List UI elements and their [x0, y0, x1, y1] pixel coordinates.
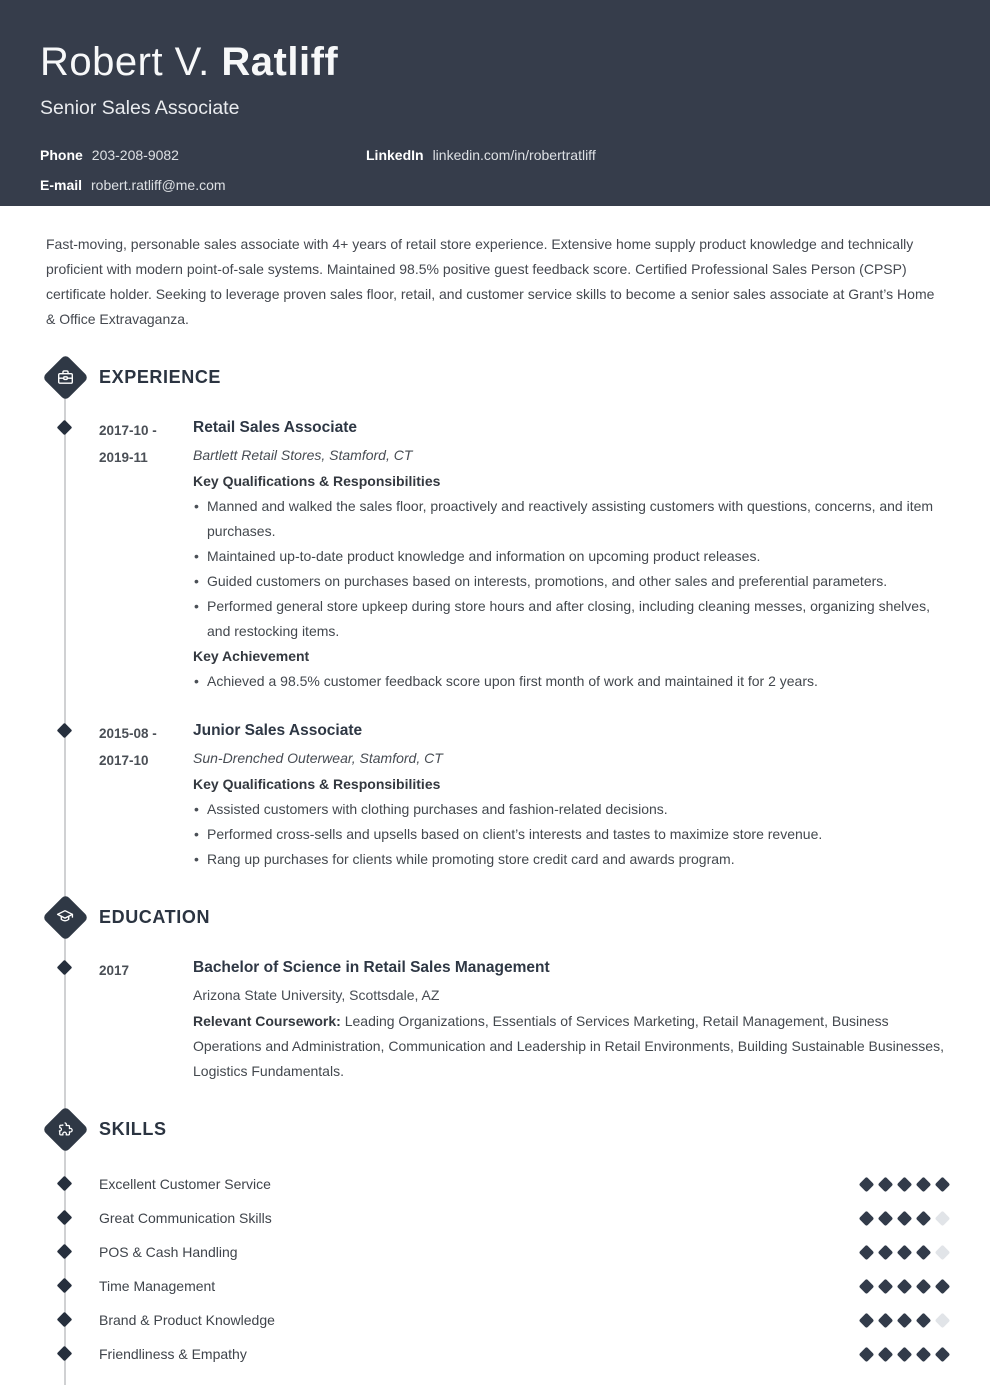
rating-diamond-filled-icon	[859, 1313, 874, 1328]
contact-value: 203-208-9082	[91, 147, 179, 163]
rating-diamond-filled-icon	[916, 1347, 931, 1362]
bullet-item: • Achieved a 98.5% customer feedback score upon first month of work and maintained it for 2 years.	[193, 669, 950, 694]
rating-diamond-filled-icon	[916, 1245, 931, 1260]
rating-diamond-filled-icon	[897, 1211, 912, 1226]
bullet-item: • Performed cross-sells and upsells based on client’s interests and tastes to maximize store revenue.	[193, 822, 950, 847]
bullet-item: • Maintained up-to-date product knowledge and information on upcoming product releases.	[193, 544, 950, 569]
section-title-experience: EXPERIENCE	[99, 366, 222, 387]
rating-diamond-filled-icon	[916, 1279, 931, 1294]
skill-label: Great Communication Skills	[99, 1210, 272, 1226]
skill-label: Friendliness & Empathy	[99, 1346, 247, 1362]
skill-label: POS & Cash Handling	[99, 1244, 238, 1260]
contact-item-linkedin	[366, 147, 950, 163]
group-heading: Key Qualifications & Responsibilities	[193, 776, 441, 792]
coursework-label: Relevant Coursework:	[193, 1013, 341, 1029]
contact-item-email	[40, 177, 366, 193]
rating-diamond-filled-icon	[878, 1245, 893, 1260]
rating-diamond-filled-icon	[878, 1211, 893, 1226]
section-skills	[0, 1106, 990, 1371]
timeline-diamond-bullet	[57, 1312, 73, 1328]
rating-diamond-filled-icon	[916, 1177, 931, 1192]
group-heading: Key Qualifications & Responsibilities	[193, 473, 441, 489]
rating-diamond-filled-icon	[897, 1177, 912, 1192]
contact-item-phone	[40, 147, 366, 163]
job-title: Retail Sales Associate	[193, 419, 357, 436]
coursework-text: Relevant Coursework: Leading Organizations, Essentials of Services Marketing, Retail Management, Business Operations and Administration, Communication and Leadership in Retail Environments, Building Sustainable Businesses, Logistics Fundamentals.	[193, 1013, 944, 1079]
skill-row	[99, 1235, 950, 1269]
first-name: Robert V.	[40, 40, 210, 84]
contact-value: robert.ratliff@me.com	[91, 177, 226, 193]
graduation-year: 2017	[99, 963, 130, 978]
school-name: Arizona State University, Scottsdale, AZ	[193, 987, 440, 1003]
section-title-education: EDUCATION	[99, 906, 211, 927]
rating-diamond-filled-icon	[897, 1347, 912, 1362]
puzzle-icon	[42, 1106, 88, 1152]
timeline-diamond-bullet	[57, 1244, 73, 1260]
date-end: 2019-11	[99, 450, 148, 465]
entry-dates	[99, 718, 193, 872]
entry-body	[193, 718, 950, 872]
education-entry	[99, 955, 950, 1084]
rating-diamond-empty-icon	[935, 1313, 950, 1328]
entry-dates	[99, 415, 193, 694]
rating-diamond-filled-icon	[897, 1245, 912, 1260]
contact-value: linkedin.com/in/robertratliff	[432, 147, 596, 163]
experience-entry	[99, 718, 950, 872]
graduation-cap-icon	[42, 894, 88, 940]
timeline-diamond-bullet	[57, 960, 73, 976]
skill-label: Excellent Customer Service	[99, 1176, 271, 1192]
resume-body	[0, 354, 990, 1397]
rating-diamond-filled-icon	[897, 1313, 912, 1328]
date-start: 2015-08 -	[99, 726, 157, 741]
experience-header	[42, 354, 990, 400]
timeline-line	[64, 378, 66, 1385]
resume-header	[0, 0, 990, 206]
skill-rating	[859, 1313, 950, 1328]
bullet-group	[193, 469, 950, 644]
section-education	[0, 894, 990, 1084]
entry-body	[193, 415, 950, 694]
skill-row	[99, 1269, 950, 1303]
skills-list	[0, 1167, 990, 1371]
rating-diamond-empty-icon	[935, 1245, 950, 1260]
timeline-diamond-bullet	[57, 723, 73, 739]
company-name: Bartlett Retail Stores, Stamford, CT	[193, 447, 413, 463]
date-end: 2017-10	[99, 753, 149, 768]
bullet-item: • Assisted customers with clothing purchases and fashion-related decisions.	[193, 797, 950, 822]
rating-diamond-filled-icon	[878, 1177, 893, 1192]
section-title-skills: SKILLS	[99, 1118, 167, 1139]
skill-row	[99, 1167, 950, 1201]
person-name	[40, 42, 950, 82]
contact-label: Phone	[40, 147, 83, 163]
rating-diamond-filled-icon	[859, 1347, 874, 1362]
skill-label: Time Management	[99, 1278, 216, 1294]
last-name: Ratliff	[221, 40, 339, 84]
company-name: Sun-Drenched Outerwear, Stamford, CT	[193, 750, 443, 766]
rating-diamond-filled-icon	[859, 1211, 874, 1226]
rating-diamond-empty-icon	[935, 1211, 950, 1226]
bullet-item: • Performed general store upkeep during store hours and after closing, including cleaning messes, organizing shelves, and restocking items.	[193, 594, 950, 644]
rating-diamond-filled-icon	[897, 1279, 912, 1294]
job-title: Junior Sales Associate	[193, 722, 363, 739]
skill-rating	[859, 1245, 950, 1260]
briefcase-icon	[42, 354, 88, 400]
skill-rating	[859, 1279, 950, 1294]
bullet-list	[193, 494, 950, 644]
skills-header	[42, 1106, 990, 1152]
rating-diamond-filled-icon	[878, 1279, 893, 1294]
experience-entry	[99, 415, 950, 694]
education-entries	[0, 955, 990, 1084]
bullet-item: • Guided customers on purchases based on interests, promotions, and other sales and preferential parameters.	[193, 569, 950, 594]
rating-diamond-filled-icon	[878, 1313, 893, 1328]
rating-diamond-filled-icon	[859, 1177, 874, 1192]
entry-dates	[99, 955, 193, 1084]
professional-summary: Fast-moving, personable sales associate with 4+ years of retail store experience. Extensive home supply product knowledge and technically proficient with modern point-of-sale systems. Maintained 98.5% positive guest feedback score. Certified Professional Sales Person (CPSP) certificate holder. Seeking to leverage proven sales floor, retail, and customer service skills to become a senior sales associate at Grant’s Home & Office Extravaganza.	[46, 236, 935, 327]
skill-label: Brand & Product Knowledge	[99, 1312, 275, 1328]
bullet-group	[193, 772, 950, 872]
timeline-diamond-bullet	[57, 1210, 73, 1226]
contact-label: E-mail	[40, 177, 83, 193]
skill-rating	[859, 1177, 950, 1192]
timeline-diamond-bullet	[57, 1176, 73, 1192]
rating-diamond-filled-icon	[935, 1177, 950, 1192]
rating-diamond-filled-icon	[935, 1347, 950, 1362]
entry-body	[193, 955, 950, 1084]
date-start: 2017-10 -	[99, 423, 157, 438]
bullet-item: • Manned and walked the sales floor, proactively and reactively assisting customers with questions, concerns, and item purchases.	[193, 494, 950, 544]
bullet-list	[193, 669, 950, 694]
section-experience	[0, 354, 990, 872]
job-title: Senior Sales Associate	[40, 97, 240, 119]
bullet-item: • Rang up purchases for clients while promoting store credit card and awards program.	[193, 847, 950, 872]
experience-entries	[0, 415, 990, 872]
skill-rating	[859, 1211, 950, 1226]
skill-rating	[859, 1347, 950, 1362]
skill-row	[99, 1201, 950, 1235]
skill-row	[99, 1337, 950, 1371]
group-heading: Key Achievement	[193, 648, 310, 664]
degree-title: Bachelor of Science in Retail Sales Management	[193, 959, 550, 976]
rating-diamond-filled-icon	[859, 1245, 874, 1260]
skill-row	[99, 1303, 950, 1337]
rating-diamond-filled-icon	[916, 1313, 931, 1328]
rating-diamond-filled-icon	[935, 1279, 950, 1294]
bullet-list	[193, 797, 950, 872]
timeline-diamond-bullet	[57, 1346, 73, 1362]
rating-diamond-filled-icon	[859, 1279, 874, 1294]
contact-label: LinkedIn	[366, 147, 424, 163]
timeline-diamond-bullet	[57, 1278, 73, 1294]
contact-info	[40, 147, 950, 193]
education-header	[42, 894, 990, 940]
rating-diamond-filled-icon	[916, 1211, 931, 1226]
timeline-diamond-bullet	[57, 420, 73, 436]
bullet-group	[193, 644, 950, 694]
rating-diamond-filled-icon	[878, 1347, 893, 1362]
